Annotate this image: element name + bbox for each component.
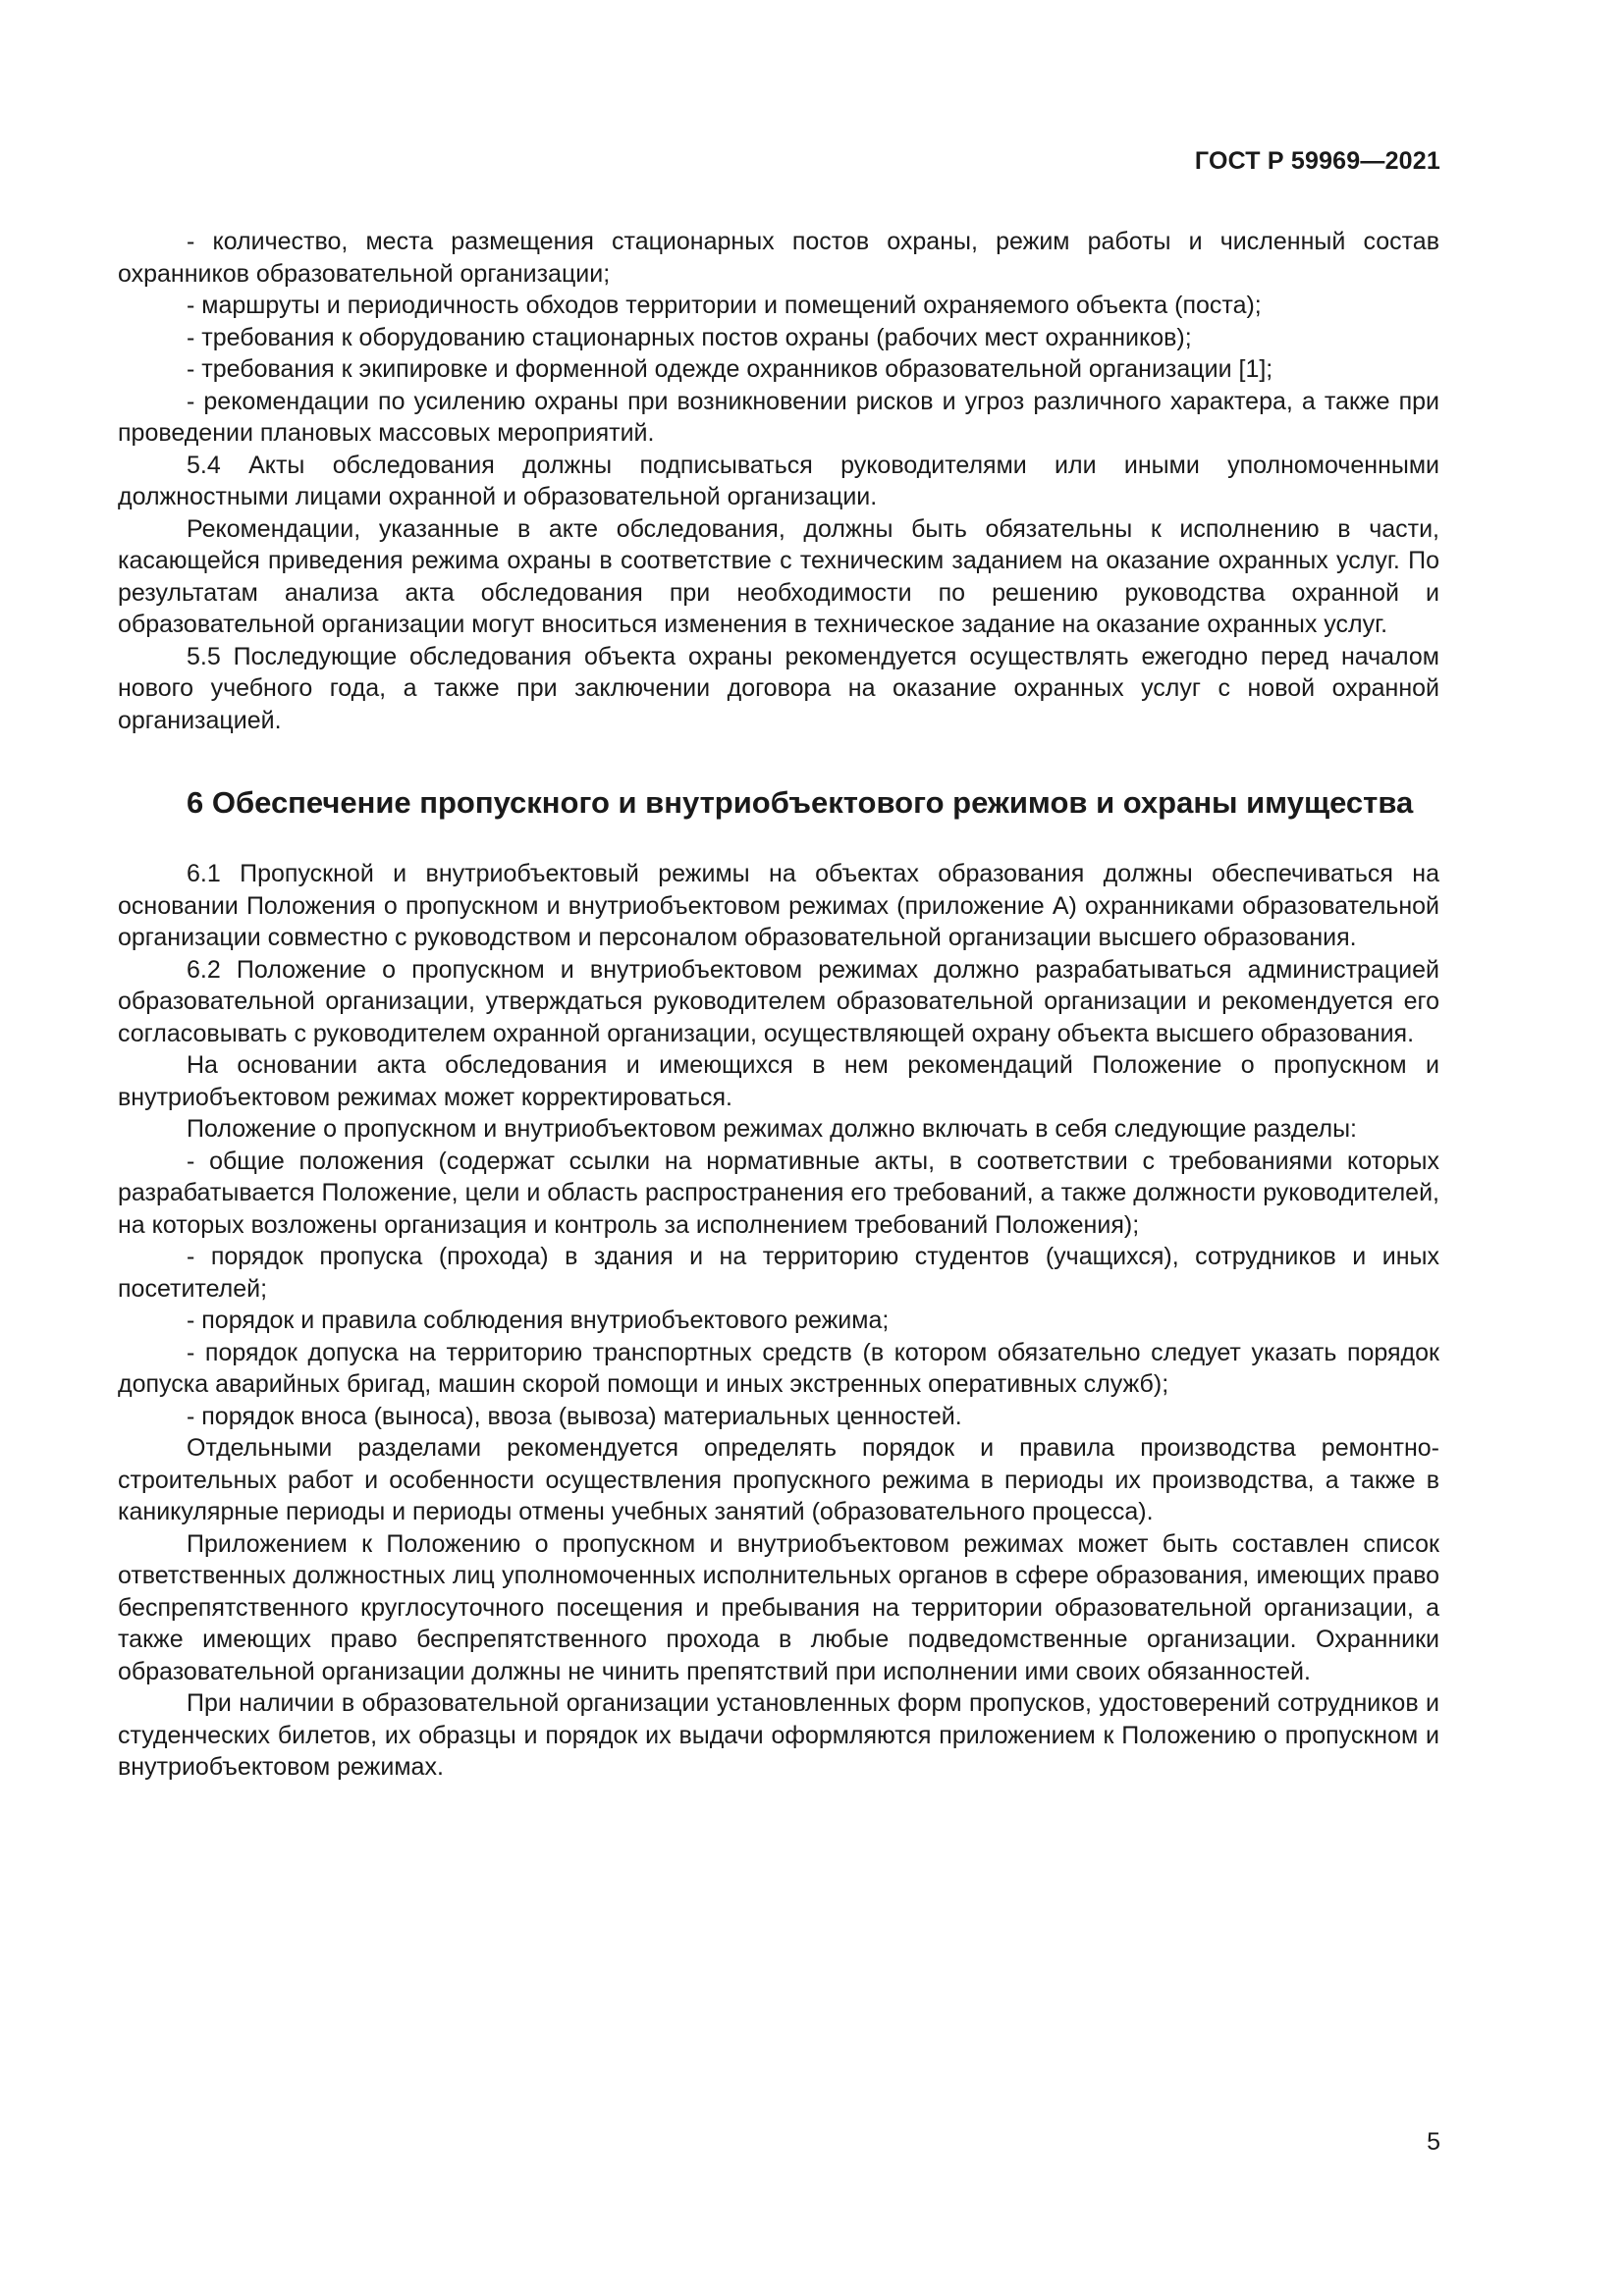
paragraph-5-5: 5.5 Последующие обследования объекта охраны рекомендуется осуществлять ежегодно перед началом нового учебного года, а также при заключении договора на оказание охранных услуг с новой охранной организацией.	[118, 642, 1439, 734]
paragraph-6-1: 6.1 Пропускной и внутриобъектовый режимы на объектах образования должны обеспечиваться на основании Положения о пропускном и внутриобъектовом режимах (приложение А) охранниками образовательной организации совместно с руководством и персоналом образовательной организации высшего образования.	[118, 860, 1439, 951]
list-item-guard-posts: - количество, места размещения стационарных постов охраны, режим работы и численный состав охранников образовательной организации;	[118, 228, 1439, 288]
paragraph-6-2: 6.2 Положение о пропускном и внутриобъектовом режимах должно разрабатываться администрацией образовательной организации, утверждаться руководителем образовательной организации и рекомендуется его согласовывать с руководителем охранной организации, осуществляющей охрану объекта высшего образования.	[118, 955, 1439, 1047]
list-item-patrol-routes: - маршруты и периодичность обходов территории и помещений охраняемого объекта (поста);	[187, 292, 1262, 319]
paragraph-recommendations: Рекомендации, указанные в акте обследования, должны быть обязательны к исполнению в части, касающейся приведения режима охраны в соответствие с техническим заданием на оказание охранных услуг. По результатам анализа акта обследования при необходимости по решению руководства охранной и образовательной организации могут вноситься изменения в техническое задание на оказание охранных услуг.	[118, 514, 1439, 638]
paragraph-pass-forms: При наличии в образовательной организации установленных форм пропусков, удостоверений сотрудников и студенческих билетов, их образцы и порядок их выдачи оформляются приложением к Положению о пропускном и внутриобъектовом режимах.	[118, 1689, 1439, 1781]
standard-code-header: ГОСТ Р 59969—2021	[1194, 147, 1440, 175]
page-number: 5	[1427, 2128, 1440, 2156]
list-item-post-equipment: - требования к оборудованию стационарных постов охраны (рабочих мест охранников);	[187, 323, 1192, 351]
list-item-material-values: - порядок вноса (выноса), ввоза (вывоза) материальных ценностей.	[187, 1402, 962, 1430]
paragraph-separate-sections: Отдельными разделами рекомендуется определять порядок и правила производства ремонтно-строительных работ и особенности осуществления пропускного режима в периоды их производства, а также в каникулярные периоды и периоды отмены учебных занятий (образовательного процесса).	[118, 1434, 1439, 1525]
list-item-vehicle-access: - порядок допуска на территорию транспортных средств (в котором обязательно следует указать порядок допуска аварийных бригад, машин скорой помощи и иных экстренных оперативных служб);	[118, 1338, 1439, 1398]
paragraph-correction: На основании акта обследования и имеющихся в нем рекомендаций Положение о пропускном и внутриобъектовом режимах может корректироваться.	[118, 1051, 1439, 1111]
list-item-access-procedure: - порядок пропуска (прохода) в здания и на территорию студентов (учащихся), сотрудников и иных посетителей;	[118, 1243, 1439, 1303]
paragraph-appendix-list: Приложением к Положению о пропускном и внутриобъектовом режимах может быть составлен список ответственных должностных лиц уполномоченных исполнительных органов в сфере образования, имеющих право беспрепятственного круглосуточного посещения и пребывания на территории образовательной организации, а также имеющих право беспрепятственного прохода в любые подведомственные организации. Охранники образовательной организации должны не чинить препятствий при исполнении ими своих обязанностей.	[118, 1529, 1439, 1685]
paragraph-5-4: 5.4 Акты обследования должны подписываться руководителями или иными уполномоченными должностными лицами охранной и образовательной организации.	[118, 451, 1439, 510]
paragraph-sections-intro: Положение о пропускном и внутриобъектовом режимах должно включать в себя следующие разделы:	[187, 1115, 1357, 1143]
list-item-internal-regime: - порядок и правила соблюдения внутриобъектового режима;	[187, 1307, 890, 1334]
list-item-security-recommendations: - рекомендации по усилению охраны при возникновении рисков и угроз различного характера, а также при проведении плановых массовых мероприятий.	[118, 387, 1439, 447]
list-item-general-provisions: - общие положения (содержат ссылки на нормативные акты, в соответствии с требованиями которых разрабатывается Положение, цели и область распространения его требований, а также должности руководителей, на которых возложены организация и контроль за исполнением требований Положения);	[118, 1147, 1439, 1239]
list-item-uniform-requirements: - требования к экипировке и форменной одежде охранников образовательной организации [1];	[187, 355, 1273, 383]
section-6-title: 6 Обеспечение пропускного и внутриобъектового режимов и охраны имущества	[187, 785, 1414, 820]
document-body	[118, 226, 1439, 1784]
